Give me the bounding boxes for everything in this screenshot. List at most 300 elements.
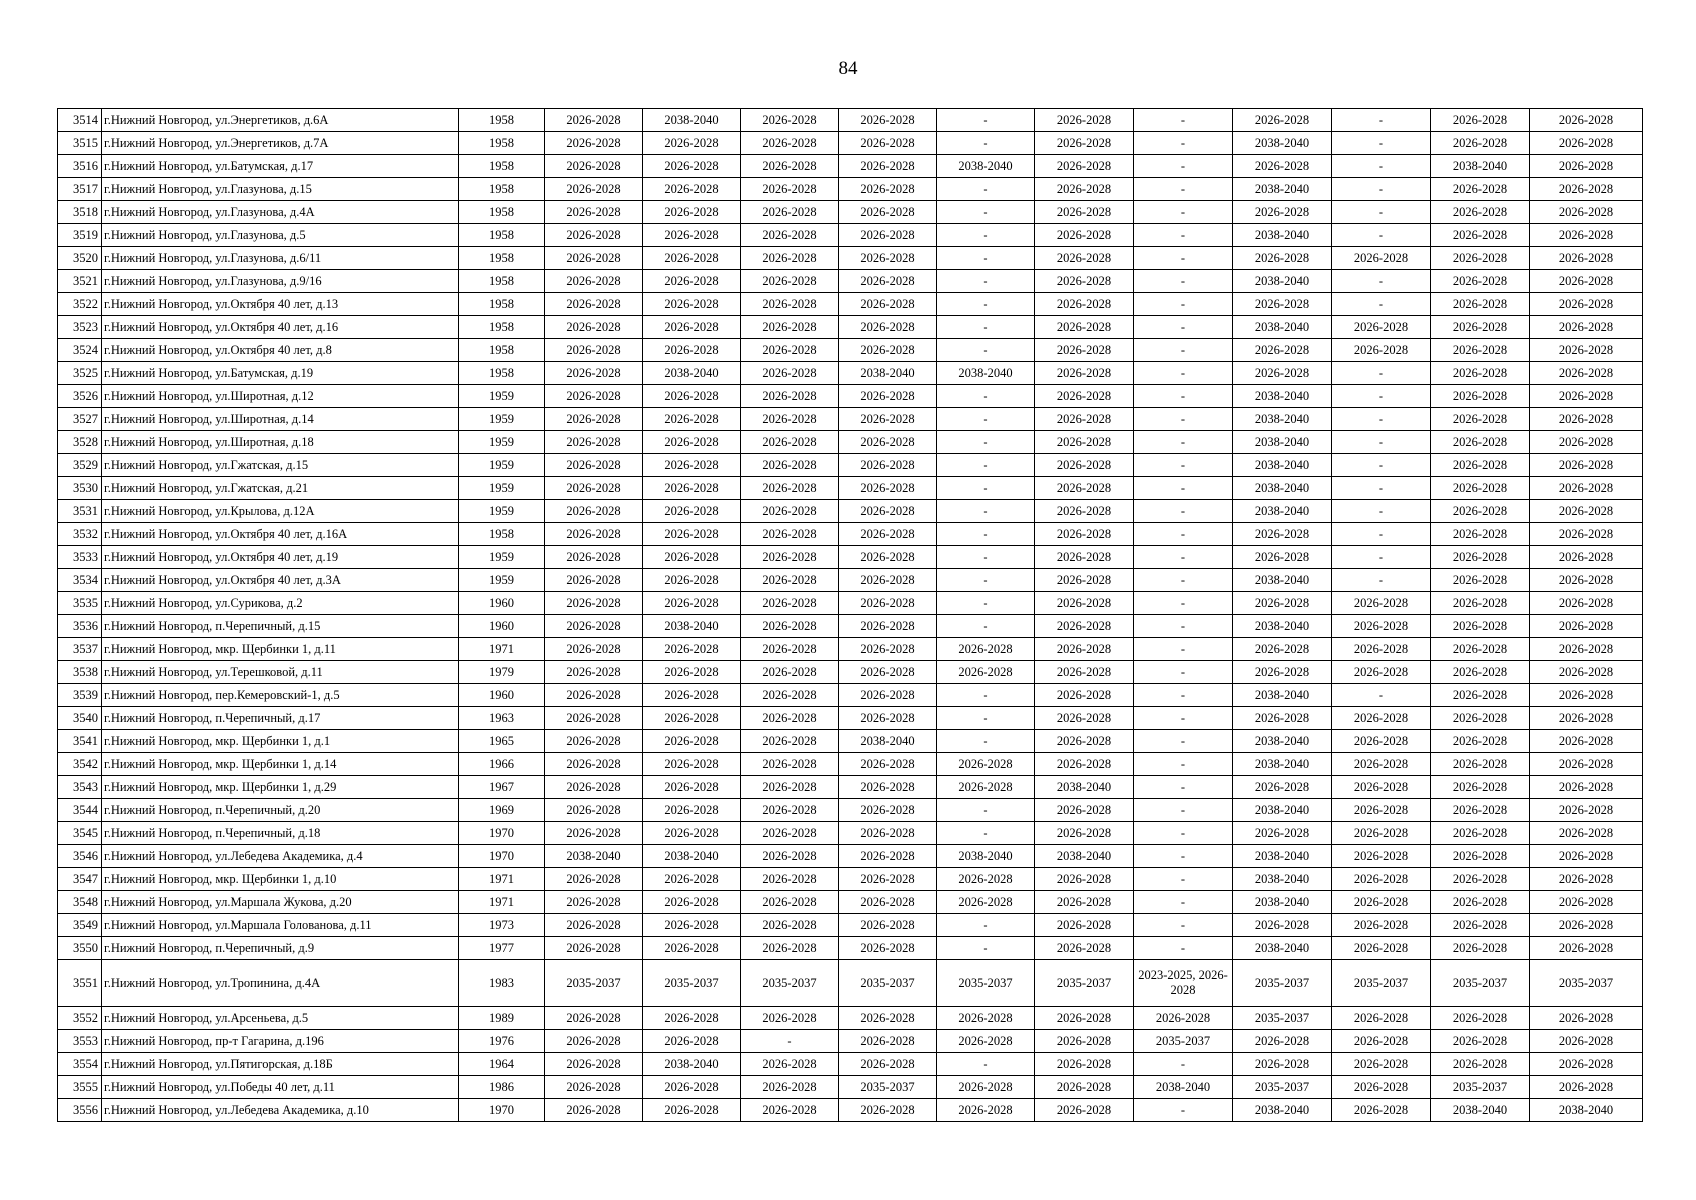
period-cell: 2026-2028: [643, 408, 741, 431]
period-cell: 2026-2028: [545, 523, 643, 546]
table-row: [58, 132, 1643, 155]
period-cell: 2035-2037: [1233, 960, 1332, 1007]
period-cell: 2026-2028: [643, 1076, 741, 1099]
address-cell: г.Нижний Новгород, пер.Кемеровский-1, д.5: [102, 684, 459, 707]
period-cell: 2038-2040: [1233, 845, 1332, 868]
period-cell: 2026-2028: [741, 661, 839, 684]
period-cell: 2038-2040: [1233, 477, 1332, 500]
period-cell: -: [937, 477, 1035, 500]
row-number-cell: 3548: [58, 891, 102, 914]
table-row: [58, 362, 1643, 385]
period-cell: 2026-2028: [1530, 247, 1643, 270]
table-row: [58, 1007, 1643, 1030]
period-cell: 2026-2028: [1431, 500, 1530, 523]
period-cell: 2038-2040: [1233, 753, 1332, 776]
period-cell: 2035-2037: [1233, 1076, 1332, 1099]
address-cell: г.Нижний Новгород, ул.Энергетиков, д.6А: [102, 109, 459, 132]
build-year-cell: 1958: [459, 178, 545, 201]
address-cell: г.Нижний Новгород, ул.Октября 40 лет, д.19: [102, 546, 459, 569]
period-cell: 2026-2028: [937, 638, 1035, 661]
period-cell: 2026-2028: [1530, 201, 1643, 224]
table-row: [58, 799, 1643, 822]
address-cell: г.Нижний Новгород, ул.Пятигорская, д.18Б: [102, 1053, 459, 1076]
period-cell: -: [1134, 431, 1233, 454]
address-cell: г.Нижний Новгород, ул.Гжатская, д.15: [102, 454, 459, 477]
period-cell: -: [937, 339, 1035, 362]
build-year-cell: 1964: [459, 1053, 545, 1076]
address-cell: г.Нижний Новгород, ул.Победы 40 лет, д.11: [102, 1076, 459, 1099]
build-year-cell: 1959: [459, 408, 545, 431]
build-year-cell: 1970: [459, 845, 545, 868]
period-cell: 2026-2028: [1431, 868, 1530, 891]
table-row: [58, 454, 1643, 477]
build-year-cell: 1958: [459, 270, 545, 293]
period-cell: 2026-2028: [1332, 247, 1431, 270]
period-cell: -: [1134, 155, 1233, 178]
address-cell: г.Нижний Новгород, ул.Маршала Жукова, д.20: [102, 891, 459, 914]
address-cell: г.Нижний Новгород, ул.Глазунова, д.6/11: [102, 247, 459, 270]
period-cell: 2026-2028: [1233, 707, 1332, 730]
period-cell: -: [1134, 339, 1233, 362]
period-cell: 2026-2028: [741, 615, 839, 638]
build-year-cell: 1959: [459, 546, 545, 569]
period-cell: 2026-2028: [1431, 109, 1530, 132]
period-cell: -: [1134, 546, 1233, 569]
period-cell: 2026-2028: [741, 477, 839, 500]
period-cell: 2026-2028: [1035, 546, 1134, 569]
period-cell: 2026-2028: [545, 1099, 643, 1122]
period-cell: 2026-2028: [1035, 730, 1134, 753]
period-cell: -: [1332, 178, 1431, 201]
period-cell: 2026-2028: [1431, 546, 1530, 569]
period-cell: 2026-2028: [1332, 937, 1431, 960]
period-cell: 2026-2028: [1233, 822, 1332, 845]
period-cell: 2026-2028: [1530, 914, 1643, 937]
period-cell: -: [1134, 201, 1233, 224]
period-cell: -: [1134, 408, 1233, 431]
period-cell: -: [1134, 592, 1233, 615]
row-number-cell: 3553: [58, 1030, 102, 1053]
period-cell: 2026-2028: [1035, 155, 1134, 178]
period-cell: 2026-2028: [545, 638, 643, 661]
period-cell: 2026-2028: [1233, 293, 1332, 316]
period-cell: 2026-2028: [741, 201, 839, 224]
period-cell: 2026-2028: [1035, 500, 1134, 523]
period-cell: 2026-2028: [1431, 661, 1530, 684]
period-cell: 2035-2037: [839, 1076, 937, 1099]
period-cell: 2035-2037: [1332, 960, 1431, 1007]
period-cell: 2026-2028: [1035, 891, 1134, 914]
period-cell: 2026-2028: [839, 339, 937, 362]
table-row: [58, 523, 1643, 546]
address-cell: г.Нижний Новгород, п.Черепичный, д.20: [102, 799, 459, 822]
period-cell: 2023-2025, 2026-2028: [1134, 960, 1233, 1007]
period-cell: 2026-2028: [839, 316, 937, 339]
build-year-cell: 1959: [459, 500, 545, 523]
period-cell: 2026-2028: [1332, 753, 1431, 776]
period-cell: 2038-2040: [643, 362, 741, 385]
address-cell: г.Нижний Новгород, мкр. Щербинки 1, д.1: [102, 730, 459, 753]
period-cell: 2026-2028: [741, 155, 839, 178]
period-cell: -: [1332, 431, 1431, 454]
address-cell: г.Нижний Новгород, ул.Батумская, д.17: [102, 155, 459, 178]
period-cell: -: [1332, 270, 1431, 293]
period-cell: 2026-2028: [545, 914, 643, 937]
period-cell: 2026-2028: [1431, 1053, 1530, 1076]
row-number-cell: 3517: [58, 178, 102, 201]
period-cell: 2026-2028: [839, 201, 937, 224]
period-cell: -: [937, 1053, 1035, 1076]
period-cell: 2026-2028: [1332, 845, 1431, 868]
period-cell: 2026-2028: [643, 684, 741, 707]
period-cell: 2026-2028: [1233, 109, 1332, 132]
build-year-cell: 1986: [459, 1076, 545, 1099]
period-cell: 2026-2028: [1431, 339, 1530, 362]
period-cell: 2026-2028: [1035, 362, 1134, 385]
period-cell: 2026-2028: [1332, 1053, 1431, 1076]
period-cell: 2026-2028: [1431, 224, 1530, 247]
period-cell: 2038-2040: [1233, 1099, 1332, 1122]
period-cell: -: [1332, 408, 1431, 431]
table-row: [58, 730, 1643, 753]
table-row: [58, 109, 1643, 132]
period-cell: 2026-2028: [1530, 546, 1643, 569]
period-cell: 2026-2028: [1134, 1007, 1233, 1030]
row-number-cell: 3556: [58, 1099, 102, 1122]
address-cell: г.Нижний Новгород, п.Черепичный, д.17: [102, 707, 459, 730]
period-cell: -: [1332, 385, 1431, 408]
table-row: [58, 707, 1643, 730]
period-cell: 2026-2028: [1530, 1007, 1643, 1030]
build-year-cell: 1971: [459, 638, 545, 661]
build-year-cell: 1970: [459, 822, 545, 845]
build-year-cell: 1979: [459, 661, 545, 684]
period-cell: 2026-2028: [1530, 592, 1643, 615]
period-cell: 2026-2028: [643, 546, 741, 569]
period-cell: 2026-2028: [643, 638, 741, 661]
row-number-cell: 3528: [58, 431, 102, 454]
period-cell: 2026-2028: [839, 270, 937, 293]
row-number-cell: 3554: [58, 1053, 102, 1076]
period-cell: 2026-2028: [545, 592, 643, 615]
period-cell: 2026-2028: [1431, 201, 1530, 224]
address-cell: г.Нижний Новгород, ул.Батумская, д.19: [102, 362, 459, 385]
period-cell: 2038-2040: [1233, 316, 1332, 339]
period-cell: 2038-2040: [643, 1053, 741, 1076]
period-cell: 2026-2028: [839, 477, 937, 500]
table-row: [58, 293, 1643, 316]
period-cell: 2026-2028: [1431, 914, 1530, 937]
period-cell: 2026-2028: [545, 408, 643, 431]
period-cell: -: [1332, 132, 1431, 155]
period-cell: -: [1134, 523, 1233, 546]
period-cell: 2026-2028: [1431, 477, 1530, 500]
table-row: [58, 661, 1643, 684]
period-cell: 2026-2028: [839, 845, 937, 868]
period-cell: 2026-2028: [545, 431, 643, 454]
period-cell: 2038-2040: [545, 845, 643, 868]
table-row: [58, 201, 1643, 224]
build-year-cell: 1959: [459, 431, 545, 454]
period-cell: 2026-2028: [643, 477, 741, 500]
period-cell: 2026-2028: [741, 1076, 839, 1099]
address-cell: г.Нижний Новгород, мкр. Щербинки 1, д.10: [102, 868, 459, 891]
table-row: [58, 615, 1643, 638]
period-cell: 2026-2028: [839, 109, 937, 132]
period-cell: 2026-2028: [1431, 845, 1530, 868]
period-cell: 2026-2028: [741, 638, 839, 661]
period-cell: 2026-2028: [1530, 316, 1643, 339]
period-cell: -: [1134, 914, 1233, 937]
period-cell: 2026-2028: [545, 155, 643, 178]
period-cell: 2026-2028: [1530, 891, 1643, 914]
period-cell: 2026-2028: [545, 385, 643, 408]
period-cell: -: [1134, 178, 1233, 201]
period-cell: 2026-2028: [1233, 638, 1332, 661]
period-cell: -: [937, 707, 1035, 730]
row-number-cell: 3535: [58, 592, 102, 615]
period-cell: 2026-2028: [1530, 615, 1643, 638]
build-year-cell: 1965: [459, 730, 545, 753]
period-cell: 2038-2040: [839, 362, 937, 385]
table-row: [58, 178, 1643, 201]
period-cell: 2038-2040: [643, 615, 741, 638]
period-cell: 2026-2028: [1530, 638, 1643, 661]
period-cell: -: [937, 201, 1035, 224]
period-cell: 2026-2028: [839, 569, 937, 592]
table-row: [58, 247, 1643, 270]
period-cell: 2026-2028: [839, 408, 937, 431]
period-cell: 2026-2028: [839, 385, 937, 408]
period-cell: 2026-2028: [741, 1007, 839, 1030]
period-cell: 2026-2028: [1530, 523, 1643, 546]
build-year-cell: 1959: [459, 385, 545, 408]
period-cell: -: [1134, 500, 1233, 523]
period-cell: 2026-2028: [1530, 454, 1643, 477]
table-row: [58, 477, 1643, 500]
period-cell: -: [937, 224, 1035, 247]
period-cell: 2026-2028: [1332, 339, 1431, 362]
period-cell: -: [937, 569, 1035, 592]
row-number-cell: 3549: [58, 914, 102, 937]
period-cell: 2026-2028: [1431, 822, 1530, 845]
period-cell: 2038-2040: [1233, 454, 1332, 477]
period-cell: 2026-2028: [1530, 385, 1643, 408]
period-cell: 2026-2028: [741, 546, 839, 569]
period-cell: -: [1332, 569, 1431, 592]
period-cell: 2026-2028: [741, 868, 839, 891]
period-cell: 2026-2028: [545, 362, 643, 385]
period-cell: 2026-2028: [741, 753, 839, 776]
period-cell: 2026-2028: [839, 822, 937, 845]
period-cell: -: [1134, 799, 1233, 822]
period-cell: 2026-2028: [937, 868, 1035, 891]
period-cell: -: [1134, 293, 1233, 316]
period-cell: 2026-2028: [1332, 707, 1431, 730]
period-cell: 2026-2028: [1035, 339, 1134, 362]
table-row: [58, 408, 1643, 431]
period-cell: 2026-2028: [545, 822, 643, 845]
period-cell: 2035-2037: [1233, 1007, 1332, 1030]
address-cell: г.Нижний Новгород, пр-т Гагарина, д.196: [102, 1030, 459, 1053]
period-cell: 2026-2028: [741, 109, 839, 132]
address-cell: г.Нижний Новгород, ул.Глазунова, д.5: [102, 224, 459, 247]
period-cell: 2026-2028: [937, 753, 1035, 776]
period-cell: -: [1134, 707, 1233, 730]
period-cell: 2026-2028: [1530, 776, 1643, 799]
period-cell: 2026-2028: [1233, 1053, 1332, 1076]
period-cell: 2038-2040: [1431, 155, 1530, 178]
period-cell: 2026-2028: [643, 339, 741, 362]
build-year-cell: 1966: [459, 753, 545, 776]
table-row: [58, 638, 1643, 661]
period-cell: 2026-2028: [741, 362, 839, 385]
row-number-cell: 3524: [58, 339, 102, 362]
period-cell: 2026-2028: [1530, 477, 1643, 500]
period-cell: -: [1134, 638, 1233, 661]
period-cell: -: [937, 385, 1035, 408]
period-cell: 2026-2028: [1530, 1076, 1643, 1099]
table-row: [58, 891, 1643, 914]
table-row: [58, 960, 1643, 1007]
row-number-cell: 3521: [58, 270, 102, 293]
build-year-cell: 1958: [459, 109, 545, 132]
address-cell: г.Нижний Новгород, ул.Октября 40 лет, д.16А: [102, 523, 459, 546]
period-cell: 2026-2028: [1035, 523, 1134, 546]
period-cell: 2026-2028: [643, 891, 741, 914]
build-year-cell: 1958: [459, 523, 545, 546]
period-cell: 2026-2028: [1530, 684, 1643, 707]
period-cell: 2026-2028: [643, 730, 741, 753]
period-cell: 2038-2040: [1233, 270, 1332, 293]
row-number-cell: 3527: [58, 408, 102, 431]
period-cell: 2026-2028: [545, 109, 643, 132]
table-row: [58, 684, 1643, 707]
repair-schedule-table: [57, 108, 1643, 1122]
period-cell: 2026-2028: [741, 822, 839, 845]
period-cell: 2026-2028: [643, 707, 741, 730]
period-cell: 2038-2040: [1233, 408, 1332, 431]
period-cell: 2026-2028: [1035, 408, 1134, 431]
period-cell: 2026-2028: [1431, 730, 1530, 753]
period-cell: 2038-2040: [1233, 730, 1332, 753]
period-cell: -: [937, 523, 1035, 546]
row-number-cell: 3544: [58, 799, 102, 822]
period-cell: 2026-2028: [545, 454, 643, 477]
period-cell: 2026-2028: [1530, 1030, 1643, 1053]
period-cell: 2026-2028: [643, 799, 741, 822]
period-cell: 2026-2028: [1530, 937, 1643, 960]
row-number-cell: 3551: [58, 960, 102, 1007]
period-cell: 2026-2028: [1431, 753, 1530, 776]
table-row: [58, 339, 1643, 362]
period-cell: -: [1332, 454, 1431, 477]
period-cell: 2026-2028: [643, 661, 741, 684]
build-year-cell: 1976: [459, 1030, 545, 1053]
period-cell: 2026-2028: [1233, 247, 1332, 270]
build-year-cell: 1973: [459, 914, 545, 937]
period-cell: 2035-2037: [937, 960, 1035, 1007]
row-number-cell: 3525: [58, 362, 102, 385]
period-cell: 2035-2037: [1134, 1030, 1233, 1053]
period-cell: -: [937, 822, 1035, 845]
table-row: [58, 937, 1643, 960]
period-cell: 2026-2028: [643, 431, 741, 454]
period-cell: 2026-2028: [1431, 385, 1530, 408]
row-number-cell: 3532: [58, 523, 102, 546]
address-cell: г.Нижний Новгород, ул.Октября 40 лет, д.13: [102, 293, 459, 316]
period-cell: 2026-2028: [839, 661, 937, 684]
period-cell: 2026-2028: [741, 730, 839, 753]
period-cell: 2026-2028: [545, 1007, 643, 1030]
period-cell: -: [1134, 362, 1233, 385]
period-cell: 2038-2040: [1233, 500, 1332, 523]
period-cell: 2038-2040: [1233, 868, 1332, 891]
period-cell: -: [1332, 224, 1431, 247]
period-cell: 2038-2040: [1233, 431, 1332, 454]
period-cell: 2026-2028: [1035, 661, 1134, 684]
row-number-cell: 3536: [58, 615, 102, 638]
period-cell: 2026-2028: [839, 1053, 937, 1076]
row-number-cell: 3529: [58, 454, 102, 477]
period-cell: 2026-2028: [839, 592, 937, 615]
period-cell: 2026-2028: [1035, 293, 1134, 316]
period-cell: 2026-2028: [1431, 316, 1530, 339]
period-cell: 2026-2028: [1530, 132, 1643, 155]
period-cell: -: [1134, 845, 1233, 868]
address-cell: г.Нижний Новгород, мкр. Щербинки 1, д.29: [102, 776, 459, 799]
table-row: [58, 431, 1643, 454]
period-cell: -: [937, 316, 1035, 339]
period-cell: 2026-2028: [741, 339, 839, 362]
period-cell: 2026-2028: [1530, 362, 1643, 385]
row-number-cell: 3533: [58, 546, 102, 569]
period-cell: 2038-2040: [1233, 684, 1332, 707]
period-cell: 2026-2028: [1035, 799, 1134, 822]
build-year-cell: 1958: [459, 247, 545, 270]
period-cell: 2026-2028: [1332, 615, 1431, 638]
address-cell: г.Нижний Новгород, ул.Глазунова, д.9/16: [102, 270, 459, 293]
period-cell: 2026-2028: [545, 868, 643, 891]
period-cell: 2026-2028: [741, 408, 839, 431]
period-cell: 2026-2028: [1233, 523, 1332, 546]
period-cell: 2026-2028: [545, 270, 643, 293]
period-cell: 2026-2028: [1035, 822, 1134, 845]
row-number-cell: 3526: [58, 385, 102, 408]
period-cell: 2026-2028: [1530, 339, 1643, 362]
period-cell: 2026-2028: [643, 201, 741, 224]
period-cell: 2026-2028: [1035, 1030, 1134, 1053]
period-cell: -: [1332, 109, 1431, 132]
period-cell: 2026-2028: [839, 132, 937, 155]
period-cell: 2026-2028: [545, 799, 643, 822]
period-cell: -: [937, 247, 1035, 270]
table-row: [58, 776, 1643, 799]
period-cell: 2026-2028: [1530, 224, 1643, 247]
period-cell: 2026-2028: [1035, 454, 1134, 477]
period-cell: 2026-2028: [741, 914, 839, 937]
build-year-cell: 1959: [459, 569, 545, 592]
period-cell: 2026-2028: [741, 178, 839, 201]
period-cell: 2026-2028: [1233, 546, 1332, 569]
period-cell: 2035-2037: [1530, 960, 1643, 1007]
address-cell: г.Нижний Новгород, п.Черепичный, д.18: [102, 822, 459, 845]
build-year-cell: 1977: [459, 937, 545, 960]
period-cell: 2026-2028: [1530, 293, 1643, 316]
period-cell: 2026-2028: [643, 247, 741, 270]
build-year-cell: 1971: [459, 891, 545, 914]
period-cell: 2026-2028: [545, 500, 643, 523]
